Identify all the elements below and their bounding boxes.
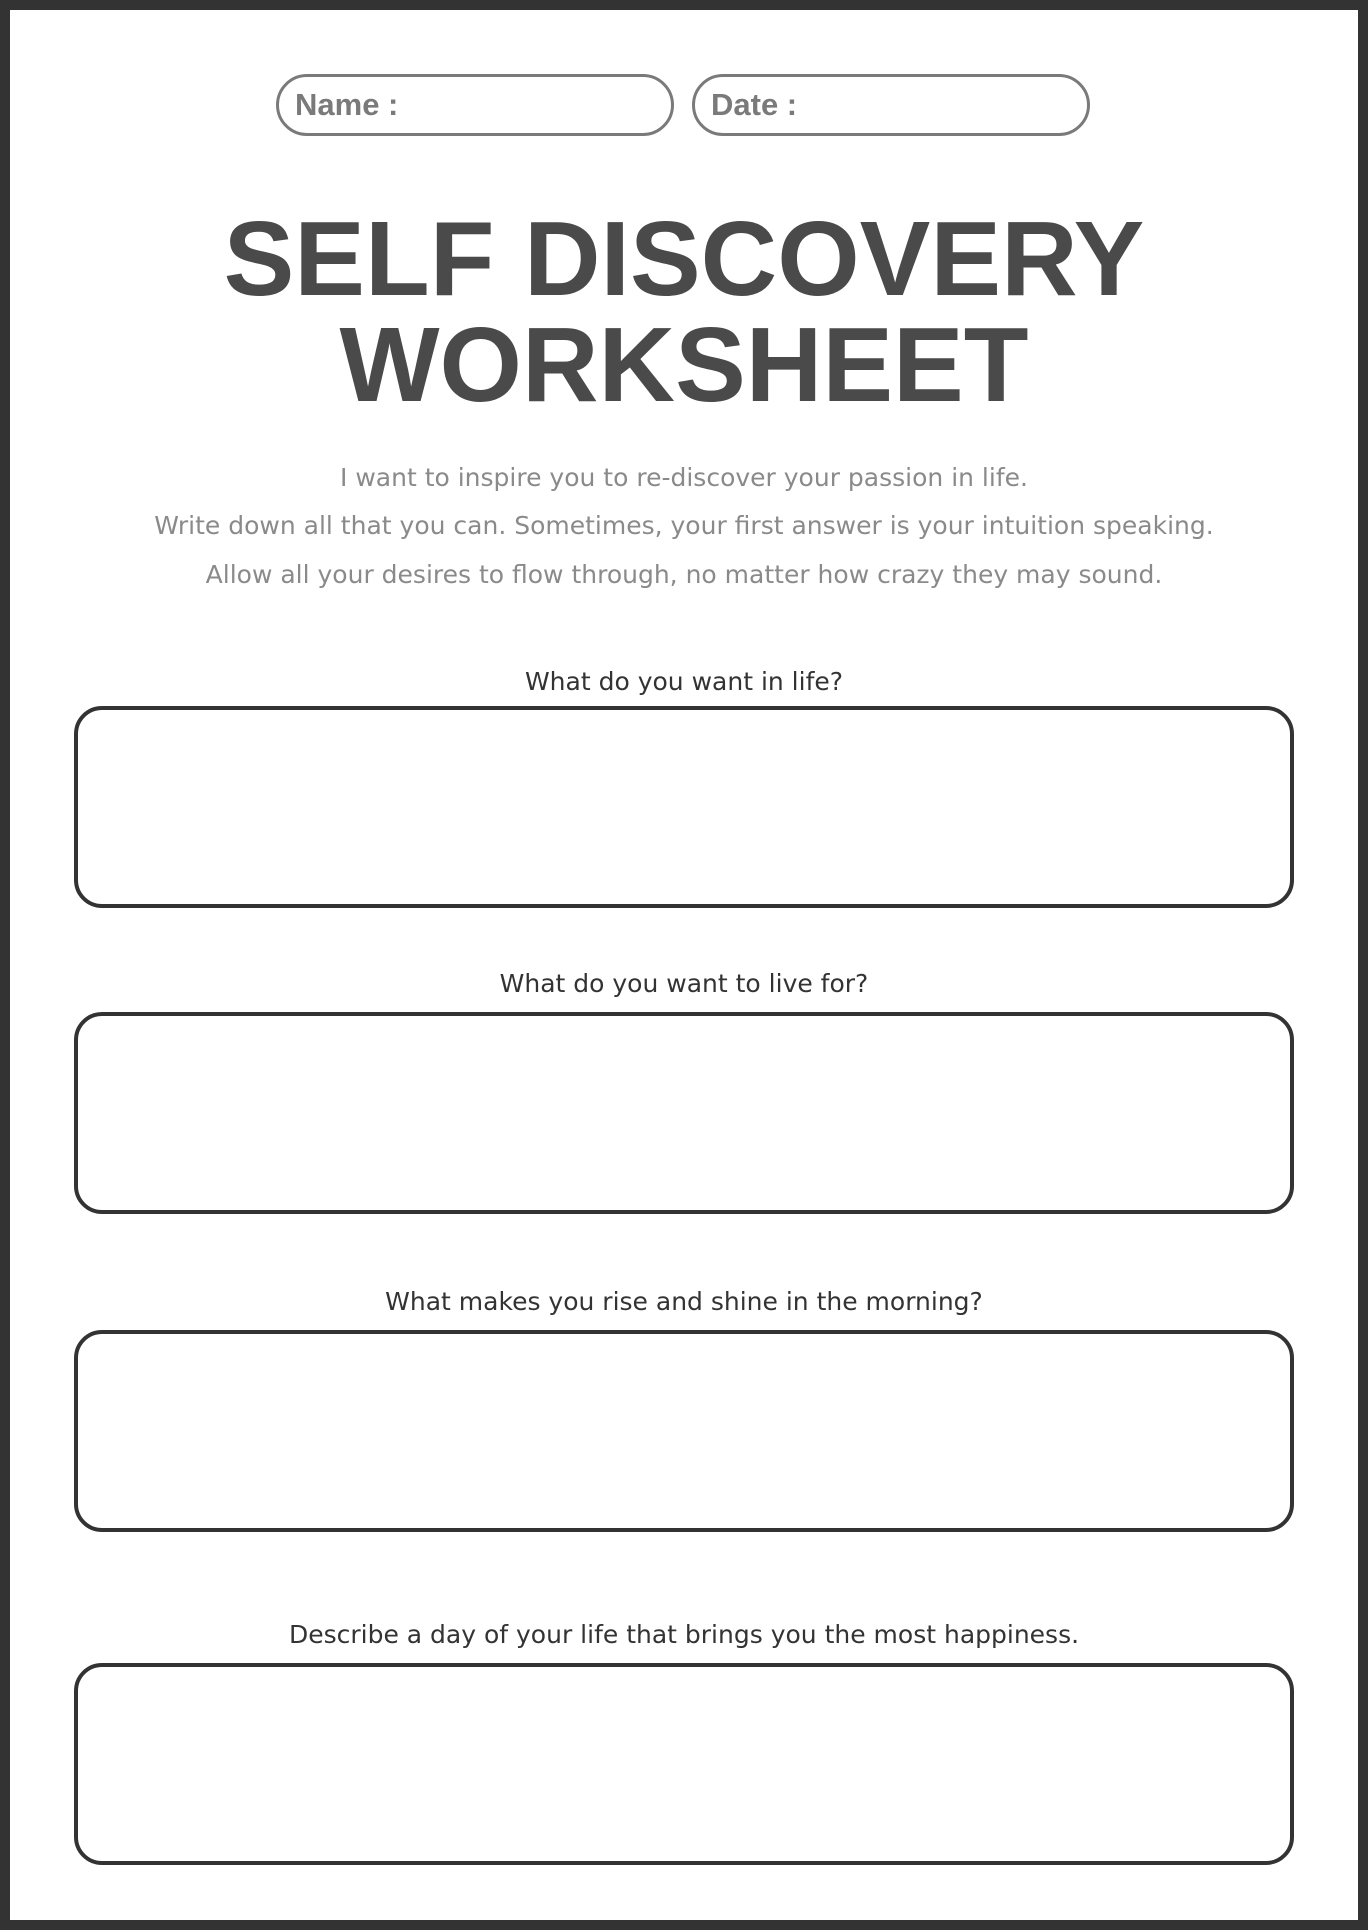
date-field[interactable]: [692, 74, 1090, 136]
page-title-line-2: WORKSHEET: [339, 306, 1029, 424]
answer-box-2[interactable]: [74, 1012, 1294, 1214]
answer-box-3[interactable]: [74, 1330, 1294, 1532]
question-2-label: What do you want to live for?: [499, 969, 869, 998]
question-3-label: What makes you rise and shine in the morning?: [385, 1287, 983, 1316]
question-4-label: Describe a day of your life that brings you the most happiness.: [288, 1620, 1080, 1649]
intro-line-2: Write down all that you can. Sometimes, your first answer is your intuition speaking.: [154, 511, 1214, 540]
intro-line-1: I want to inspire you to re-discover your passion in life.: [340, 463, 1028, 492]
answer-box-1[interactable]: [74, 706, 1294, 908]
name-label: Name :: [295, 87, 399, 122]
name-field[interactable]: [276, 74, 674, 136]
page-title-line-1: SELF DISCOVERY: [223, 200, 1145, 318]
intro-line-3: Allow all your desires to flow through, no matter how crazy they may sound.: [205, 560, 1163, 589]
date-label: Date :: [711, 87, 798, 122]
question-1-label: What do you want in life?: [524, 667, 844, 696]
answer-box-4[interactable]: [74, 1663, 1294, 1865]
